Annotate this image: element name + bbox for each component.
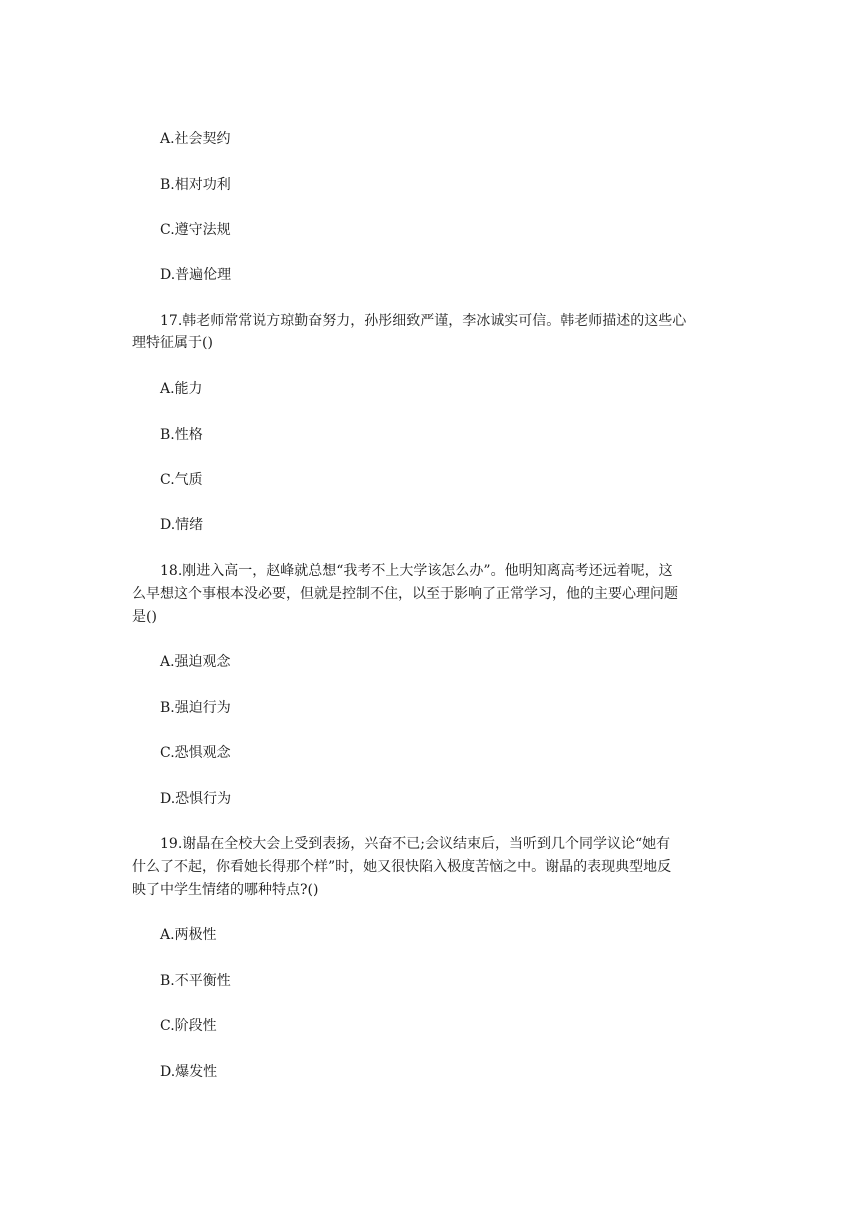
q19-stem-line-1: 19.谢晶在全校大会上受到表扬，兴奋不已;会议结束后，当听到几个同学议论“她有	[160, 836, 671, 852]
q16-option-c: C.遵守法规	[160, 222, 231, 238]
q19-option-b: B.不平衡性	[160, 973, 231, 989]
q17-option-d: D.情绪	[160, 517, 204, 533]
q17-option-b: B.性格	[160, 427, 203, 443]
q19-option-a: A.两极性	[160, 927, 217, 943]
q19-stem-line-3: 映了中学生情绪的哪种特点?()	[132, 882, 319, 898]
q18-option-b: B.强迫行为	[160, 700, 231, 716]
q19-stem-line-2: 什么了不起，你看她长得那个样”时，她又很快陷入极度苦恼之中。谢晶的表现典型地反	[132, 859, 672, 875]
q19-option-d: D.爆发性	[160, 1064, 218, 1080]
q16-option-a: A.社会契约	[160, 131, 231, 147]
q17-option-a: A.能力	[160, 381, 203, 397]
q18-option-c: C.恐惧观念	[160, 745, 231, 761]
q17-stem-line-2: 理特征属于()	[132, 335, 213, 351]
q19-option-c: C.阶段性	[160, 1018, 217, 1034]
q17-stem-line-1: 17.韩老师常常说方琼勤奋努力，孙彤细致严谨，李冰诚实可信。韩老师描述的这些心	[160, 313, 687, 329]
q18-stem-line-3: 是()	[132, 609, 157, 625]
q18-option-a: A.强迫观念	[160, 654, 231, 670]
q18-stem-line-1: 18.刚进入高一，赵峰就总想“我考不上大学该怎么办”。他明知离高考还远着呢，这	[160, 563, 673, 579]
q18-option-d: D.恐惧行为	[160, 791, 232, 807]
q18-stem-line-2: 么早想这个事根本没必要，但就是控制不住，以至于影响了正常学习，他的主要心理问题	[132, 586, 678, 602]
q16-option-d: D.普遍伦理	[160, 267, 232, 283]
q16-option-b: B.相对功利	[160, 177, 231, 193]
q17-option-c: C.气质	[160, 472, 203, 488]
